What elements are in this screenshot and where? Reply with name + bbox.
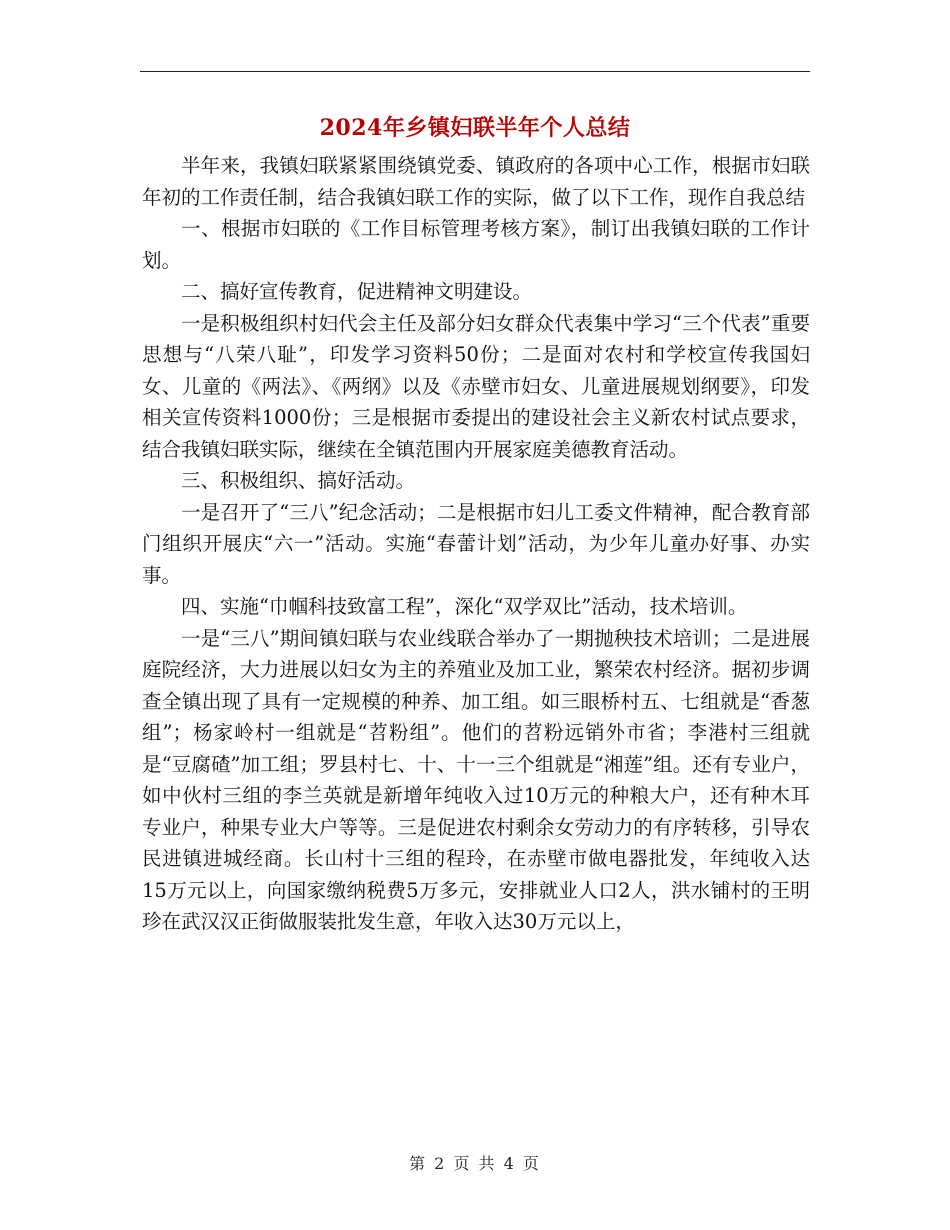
paragraph-section-2-body: 一是积极组织村妇代会主任及部分妇女群众代表集中学习“三个代表”重要思想与“八荣八耻”，印发学习资料50份；二是面对农村和学校宣传我国妇女、儿童的《两法》、《两纲》以及《赤壁市妇女、儿童进展规划纲要》，印发相关宣传资料1000份；三是根据市委提出的建设社会主义新农村试点要求，结合我镇妇联实际，继续在全镇范围内开展家庭美德教育活动。 bbox=[142, 311, 810, 461]
paragraph-intro: 半年来，我镇妇联紧紧围绕镇党委、镇政府的各项中心工作，根据市妇联年初的工作责任制，结合我镇妇联工作的实际，做了以下工作，现作自我总结 bbox=[142, 154, 810, 209]
paragraph-section-3-body: 一是召开了“三八”纪念活动；二是根据市妇儿工委文件精神，配合教育部门组织开展庆“六一”活动。实施“春蕾计划”活动，为少年儿童办好事、办实事。 bbox=[142, 500, 810, 587]
paragraph-section-1: 一、根据市妇联的《工作目标管理考核方案》，制订出我镇妇联的工作计划。 bbox=[142, 217, 810, 272]
paragraph-section-4-heading: 四、实施“巾帼科技致富工程”，深化“双学双比”活动，技术培训。 bbox=[181, 595, 748, 618]
paragraph-section-2-heading: 二、搞好宣传教育，促进精神文明建设。 bbox=[181, 280, 533, 303]
paragraph-section-3-heading: 三、积极组织、搞好活动。 bbox=[181, 469, 416, 492]
header-rule bbox=[140, 71, 810, 72]
page-number-footer: 第 2 页 共 4 页 bbox=[409, 1154, 541, 1173]
paragraph-section-4-body: 一是“三八”期间镇妇联与农业线联合举办了一期抛秧技术培训；二是进展庭院经济，大力进展以妇女为主的养殖业及加工业，繁荣农村经济。据初步调查全镇出现了具有一定规模的种养、加工组。如三眼桥村五、七组就是“香葱组”；杨家岭村一组就是“苕粉组”。他们的苕粉远销外市省；李港村三组就是“豆腐碴”加工组；罗县村七、十、十一三个组就是“湘莲”组。还有专业户，如中伙村三组的李兰英就是新增年纯收入过10万元的种粮大户，还有种木耳专业户，种果专业大户等等。三是促进农村剩余女劳动力的有序转移，引导农民进镇进城经商。长山村十三组的程玲，在赤壁市做电器批发，年纯收入达15万元以上，向国家缴纳税费5万多元，安排就业人口2人，洪水铺村的王明珍在武汉汉正街做服装批发生意，年收入达30万元以上， bbox=[142, 626, 810, 933]
document-body bbox=[142, 150, 810, 938]
document-title: 2024年乡镇妇联半年个人总结 bbox=[319, 115, 631, 141]
